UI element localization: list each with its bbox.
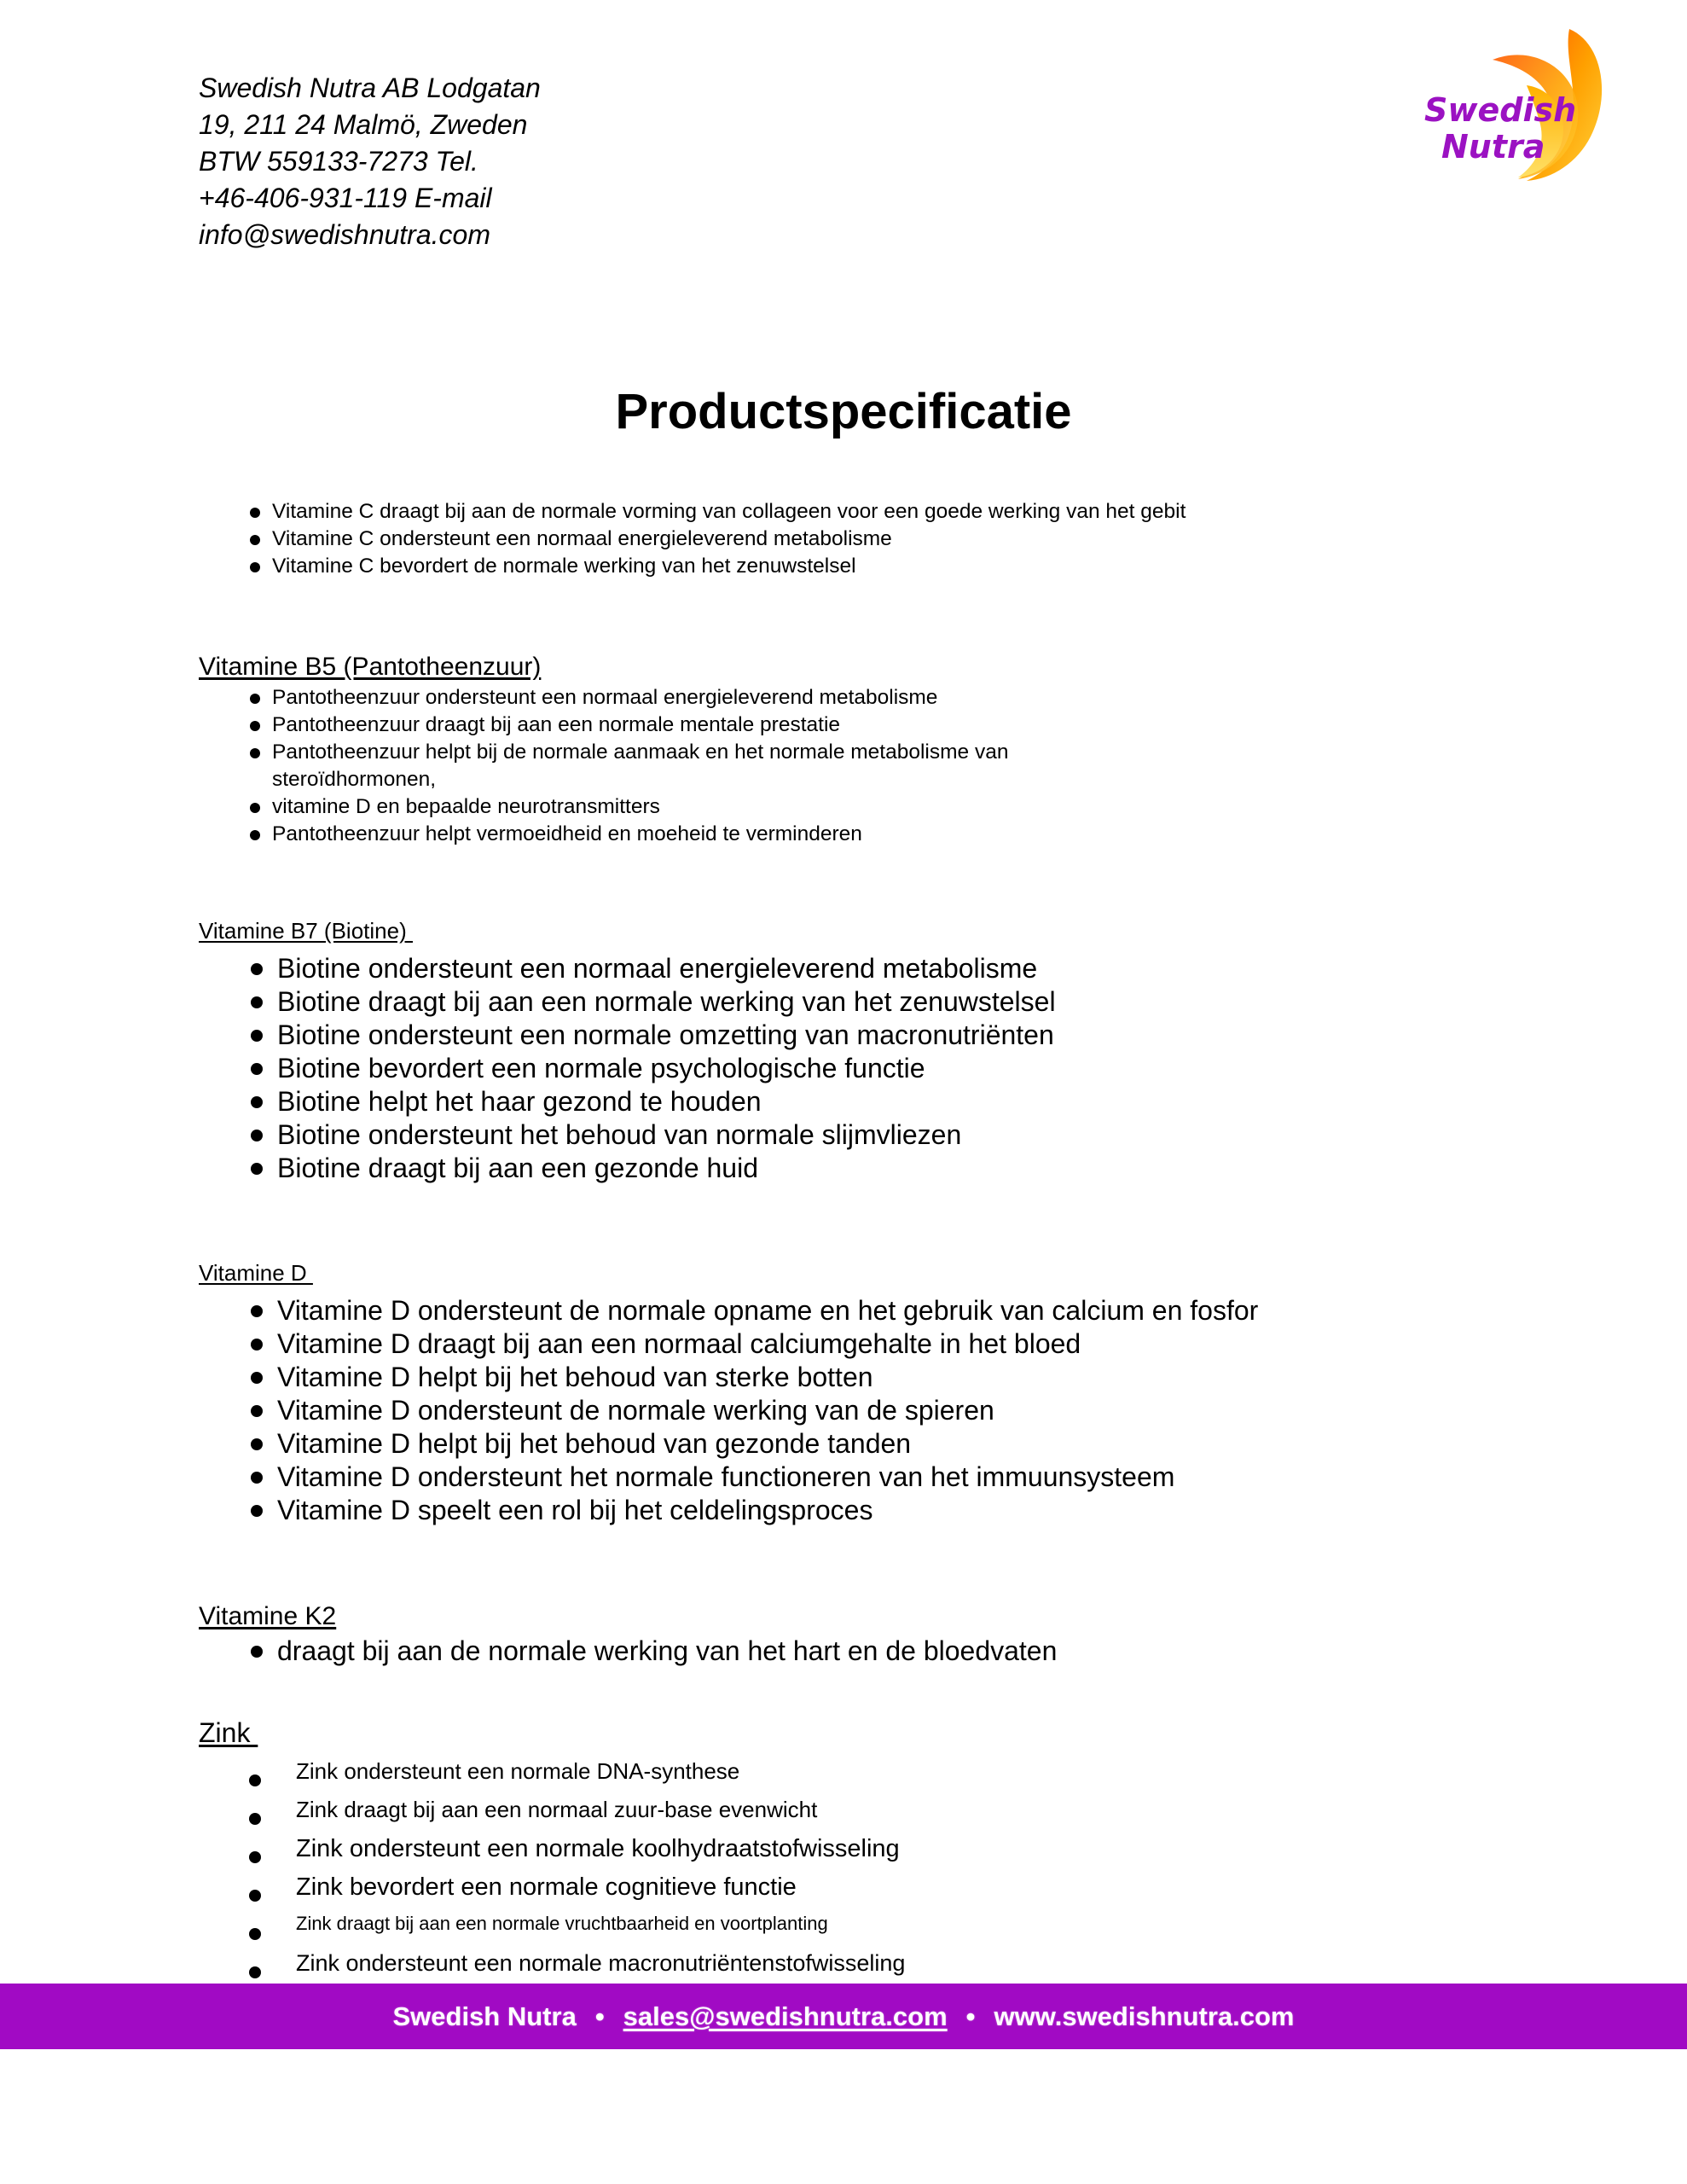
address-line: info@swedishnutra.com xyxy=(199,219,490,250)
bullet-icon xyxy=(251,1063,263,1075)
logo-text-line2: Nutra xyxy=(1441,128,1545,166)
address-line: 19, 211 24 Malmö, Zweden xyxy=(199,109,528,140)
bullet-icon xyxy=(249,1851,261,1863)
address-line: +46-406-931-119 E-mail xyxy=(199,183,492,213)
bullet-icon xyxy=(251,1505,263,1517)
logo-text-line1: Swedish xyxy=(1424,91,1577,129)
list-item: Biotine ondersteunt het behoud van normale slijmvliezen xyxy=(199,1118,1529,1152)
list-item: Zink draagt bij aan een normale vruchtbaarheid en voortplanting xyxy=(199,1909,1529,1948)
bullet-icon xyxy=(251,963,263,975)
bullet-icon xyxy=(250,830,260,840)
vitamin-b5-list xyxy=(199,684,1529,848)
zinc-heading: Zink xyxy=(199,1717,258,1748)
list-item: Vitamine D ondersteunt het normale functioneren van het immuunsysteem xyxy=(199,1461,1529,1494)
bullet-icon xyxy=(251,1372,263,1384)
footer-separator: • xyxy=(965,2001,976,2031)
bullet-icon xyxy=(251,1646,263,1658)
vitamin-d-section xyxy=(199,1258,1529,1527)
list-item: Pantotheenzuur ondersteunt een normaal energieleverend metabolisme xyxy=(199,684,1529,712)
list-item: Zink draagt bij aan een normaal zuur-base evenwicht xyxy=(199,1794,1529,1833)
list-item: Zink ondersteunt een normale macronutriëntenstofwisseling xyxy=(199,1948,1529,1986)
bullet-icon xyxy=(251,1305,263,1317)
company-address xyxy=(199,70,541,253)
bullet-icon xyxy=(250,748,260,758)
vitamin-b7-section xyxy=(199,916,1529,1185)
bullet-icon xyxy=(249,1813,261,1825)
zinc-list xyxy=(199,1756,1529,1986)
bullet-icon xyxy=(251,996,263,1008)
vitamin-b5-section xyxy=(199,650,1529,848)
list-item: Pantotheenzuur draagt bij aan een normale mentale prestatie xyxy=(199,712,1529,739)
swedish-nutra-logo xyxy=(1399,26,1629,188)
list-item: vitamine D en bepaalde neurotransmitters xyxy=(199,793,1529,821)
list-item: Vitamine C draagt bij aan de normale vorming van collageen voor een goede werking van het gebit xyxy=(199,498,1529,526)
address-line: Swedish Nutra AB Lodgatan xyxy=(199,73,541,103)
bullet-icon xyxy=(251,1096,263,1108)
list-item: Biotine bevordert een normale psychologische functie xyxy=(199,1052,1529,1085)
footer-email-link[interactable]: sales@swedishnutra.com xyxy=(623,2001,948,2031)
list-item: Vitamine D helpt bij het behoud van sterke botten xyxy=(199,1361,1529,1394)
list-item: Vitamine D helpt bij het behoud van gezonde tanden xyxy=(199,1427,1529,1461)
bullet-icon xyxy=(249,1966,261,1978)
vitamin-d-list xyxy=(199,1294,1529,1527)
vitamin-b5-heading: Vitamine B5 (Pantotheenzuur) xyxy=(199,653,542,681)
list-item: Zink ondersteunt een normale koolhydraatstofwisseling xyxy=(199,1833,1529,1871)
address-line: BTW 559133-7273 Tel. xyxy=(199,146,478,177)
bullet-icon xyxy=(251,1030,263,1042)
footer-separator: • xyxy=(594,2001,605,2031)
list-item: Zink bevordert een normale cognitieve functie xyxy=(199,1871,1529,1909)
bullet-icon xyxy=(249,1774,261,1786)
vitamin-c-list xyxy=(199,498,1529,580)
bullet-icon xyxy=(251,1472,263,1484)
list-item: Vitamine D ondersteunt de normale opname en het gebruik van calcium en fosfor xyxy=(199,1294,1529,1327)
list-item: draagt bij aan de normale werking van het hart en de bloedvaten xyxy=(199,1635,1529,1668)
list-item: Vitamine D draagt bij aan een normaal calciumgehalte in het bloed xyxy=(199,1327,1529,1361)
footer-brand: Swedish Nutra xyxy=(392,2001,577,2031)
list-item: Vitamine D speelt een rol bij het celdelingsproces xyxy=(199,1494,1529,1527)
bullet-icon xyxy=(250,535,260,545)
vitamin-k2-section xyxy=(199,1600,1529,1668)
page-title: Productspecificatie xyxy=(615,384,1072,439)
bullet-icon xyxy=(250,508,260,518)
bullet-icon xyxy=(251,1339,263,1350)
bullet-icon xyxy=(251,1405,263,1417)
list-item: Zink ondersteunt een normale DNA-synthese xyxy=(199,1756,1529,1794)
bullet-icon xyxy=(249,1890,261,1902)
bullet-icon xyxy=(250,562,260,572)
bullet-icon xyxy=(250,694,260,704)
bullet-icon xyxy=(250,803,260,813)
bullet-icon xyxy=(251,1163,263,1175)
list-item: Biotine draagt bij aan een normale werking van het zenuwstelsel xyxy=(199,985,1529,1019)
list-item: Vitamine C bevordert de normale werking van het zenuwstelsel xyxy=(199,553,1529,580)
vitamin-d-heading: Vitamine D xyxy=(199,1260,313,1286)
vitamin-b7-list xyxy=(199,952,1529,1185)
list-item: Biotine draagt bij aan een gezonde huid xyxy=(199,1152,1529,1185)
bullet-icon xyxy=(249,1928,261,1940)
zinc-section xyxy=(199,1715,1529,1986)
footer-website-link[interactable]: www.swedishnutra.com xyxy=(994,2001,1295,2031)
vitamin-b7-heading: Vitamine B7 (Biotine) xyxy=(199,918,413,944)
list-item: Biotine helpt het haar gezond te houden xyxy=(199,1085,1529,1118)
list-item: Vitamine C ondersteunt een normaal energieleverend metabolisme xyxy=(199,526,1529,553)
bullet-icon xyxy=(251,1130,263,1141)
list-item: Biotine ondersteunt een normale omzetting van macronutriënten xyxy=(199,1019,1529,1052)
bullet-icon xyxy=(251,1438,263,1450)
list-item: Biotine ondersteunt een normaal energieleverend metabolisme xyxy=(199,952,1529,985)
vitamin-c-section xyxy=(199,498,1529,580)
footer-bar xyxy=(0,1984,1687,2049)
list-item: Vitamine D ondersteunt de normale werking van de spieren xyxy=(199,1394,1529,1427)
vitamin-k2-heading: Vitamine K2 xyxy=(199,1602,337,1630)
list-item: Pantotheenzuur helpt bij de normale aanmaak en het normale metabolisme van steroïdhormonen, xyxy=(199,739,1529,793)
list-item: Pantotheenzuur helpt vermoeidheid en moeheid te verminderen xyxy=(199,821,1529,848)
bullet-icon xyxy=(250,721,260,731)
vitamin-k2-list xyxy=(199,1635,1529,1668)
